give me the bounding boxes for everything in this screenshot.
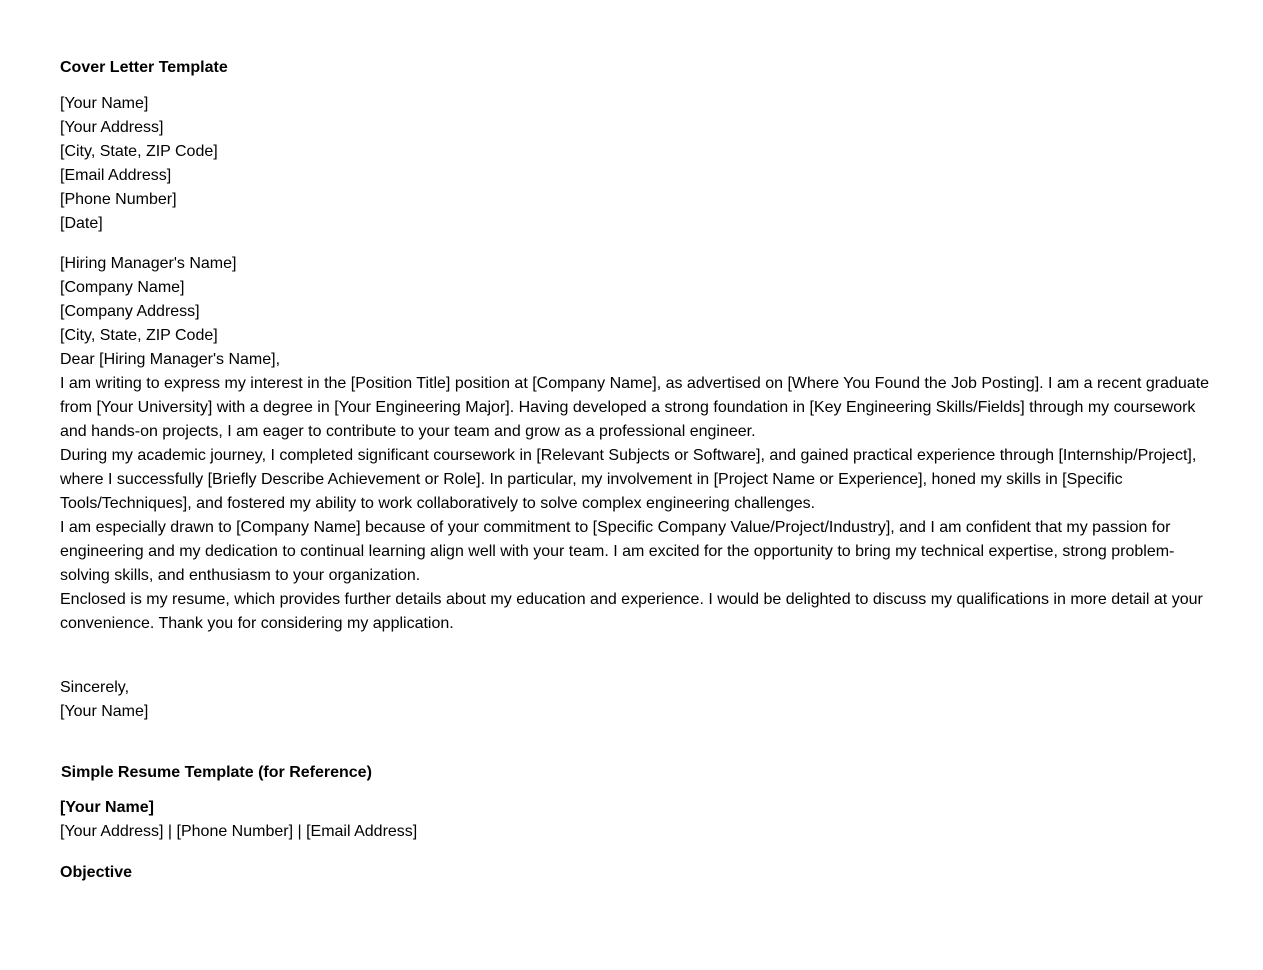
recipient-name: [Hiring Manager's Name] xyxy=(60,255,237,272)
body-paragraph-3: I am especially drawn to [Company Name] because of your commitment to [Specific Company Value/Project/Industry], and I am confident that my passion for engineering and my dedication to continual learning align well with your team. I am excited for the opportunity to bring my technical expertise, strong problem-solving skills, and enthusiasm to your organization. xyxy=(60,519,1175,584)
resume-title: Simple Resume Template (for Reference) xyxy=(61,764,372,781)
sender-phone: [Phone Number] xyxy=(60,191,177,208)
sender-city-state-zip: [City, State, ZIP Code] xyxy=(60,143,218,160)
recipient-company-address: [Company Address] xyxy=(60,303,200,320)
resume-header-block xyxy=(60,796,1210,844)
resume-name: [Your Name] xyxy=(60,799,154,816)
signoff: Sincerely, xyxy=(60,679,130,696)
resume-objective-heading: Objective xyxy=(60,864,133,881)
signoff-block xyxy=(60,676,1210,724)
body-paragraph-4: Enclosed is my resume, which provides further details about my education and experience. I would be delighted to discuss my qualifications in more detail at your convenience. Thank you for considering my application. xyxy=(60,591,1203,632)
sender-name: [Your Name] xyxy=(60,95,149,112)
body-paragraph-2: During my academic journey, I completed significant coursework in [Relevant Subjects or Software], and gained practical experience through [Internship/Project], where I successfully [Briefly Describe Achievement or Role]. In particular, my involvement in [Project Name or Experience], honed my skills in [Specific Tools/Techniques], and fostered my ability to work collaboratively to solve complex engineering challenges. xyxy=(60,447,1197,512)
cover-letter-title: Cover Letter Template xyxy=(60,59,228,76)
recipient-block xyxy=(60,252,1210,348)
recipient-city-state-zip: [City, State, ZIP Code] xyxy=(60,327,218,344)
sender-block xyxy=(60,92,1210,236)
signature-name: [Your Name] xyxy=(60,703,149,720)
letter-date: [Date] xyxy=(60,215,103,232)
recipient-company: [Company Name] xyxy=(60,279,185,296)
greeting: Dear [Hiring Manager's Name], xyxy=(60,351,281,368)
sender-email: [Email Address] xyxy=(60,167,172,184)
body-paragraph-1: I am writing to express my interest in the [Position Title] position at [Company Name], as advertised on [Where You Found the Job Posting]. I am a recent graduate from [Your University] with a degree in [Your Engineering Major]. Having developed a strong foundation in [Key Engineering Skills/Fields] through my coursework and hands-on projects, I am eager to contribute to your team and grow as a professional engineer. xyxy=(60,375,1210,440)
sender-address: [Your Address] xyxy=(60,119,164,136)
resume-contact-line: [Your Address] | [Phone Number] | [Email Address] xyxy=(60,823,418,840)
